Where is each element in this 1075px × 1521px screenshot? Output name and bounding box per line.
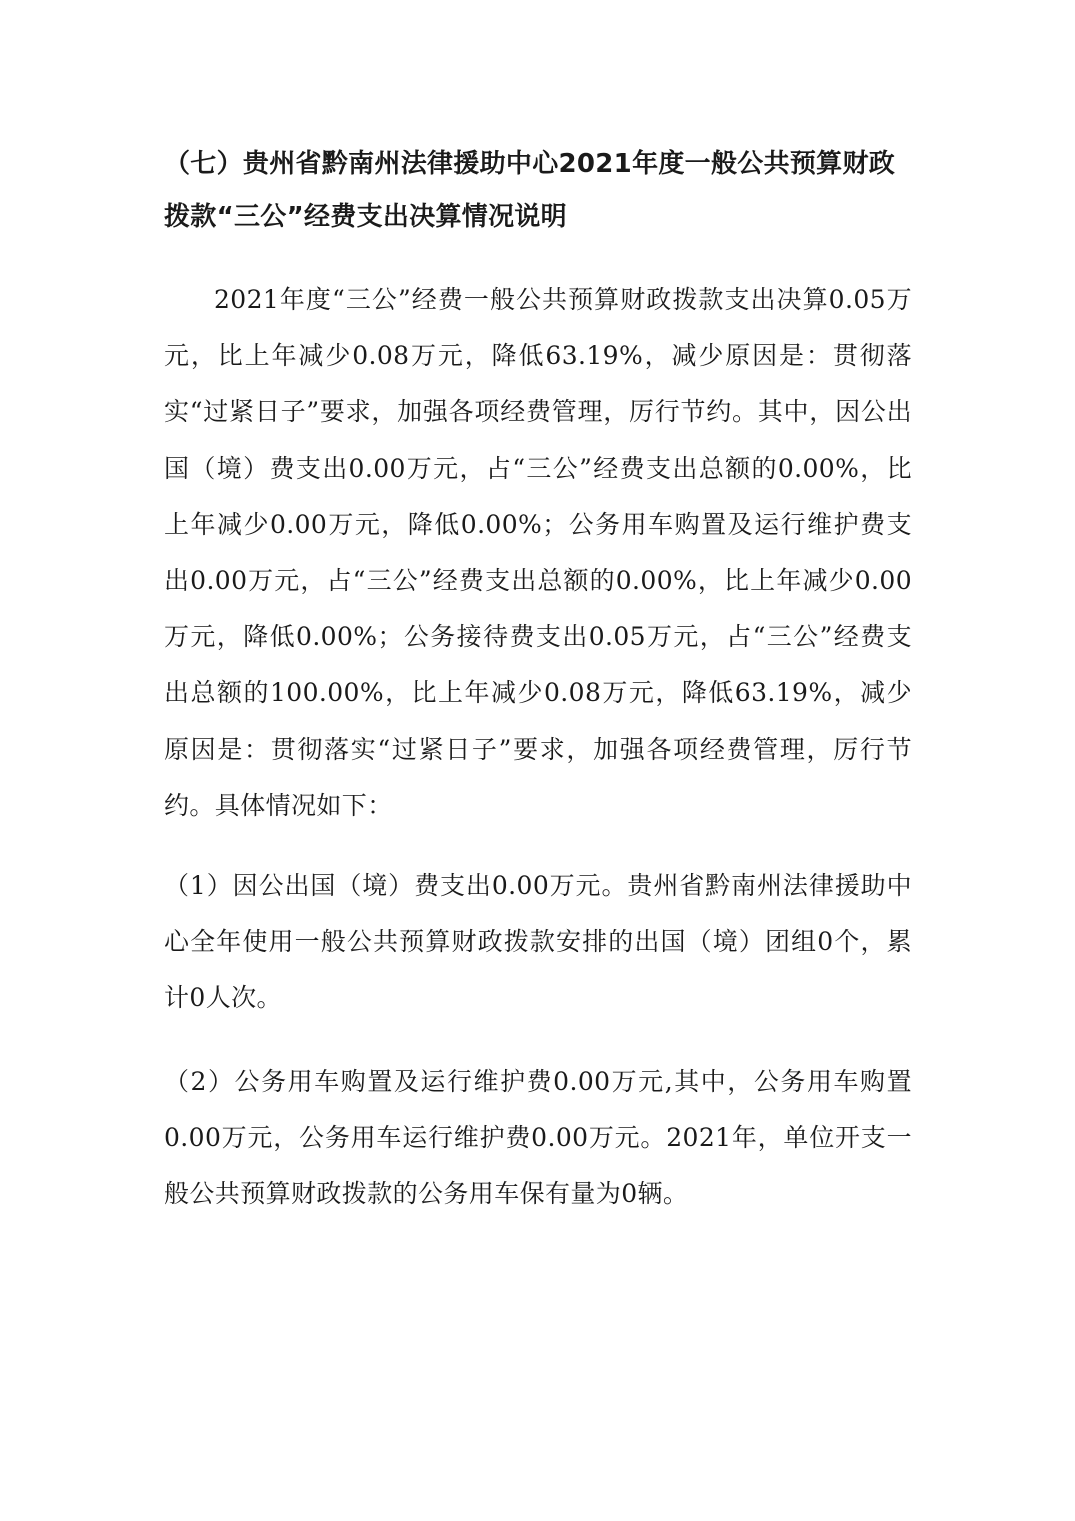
- official-vehicle-paragraph: （2）公务用车购置及运行维护费0.00万元,其中，公务用车购置0.00万元，公务用车运行维护费0.00万元。2021年，单位开支一般公共预算财政拨款的公务用车保有量为0辆。: [164, 1067, 912, 1209]
- overseas-travel-paragraph: （1）因公出国（境）费支出0.00万元。贵州省黔南州法律援助中心全年使用一般公共预算财政拨款安排的出国（境）团组0个，累计0人次。: [164, 871, 912, 1013]
- summary-paragraph: 2021年度“三公”经费一般公共预算财政拨款支出决算0.05万元，比上年减少0.08万元，降低63.19%，减少原因是：贯彻落实“过紧日子”要求，加强各项经费管理，厉行节约。其中，因公出国（境）费支出0.00万元，占“三公”经费支出总额的0.00%，比上年减少0.00万元，降低0.00%；公务用车购置及运行维护费支出0.00万元，占“三公”经费支出总额的0.00%，比上年减少0.00万元，降低0.00%；公务接待费支出0.05万元，占“三公”经费支出总额的100.00%，比上年减少0.08万元，降低63.19%，减少原因是：贯彻落实“过紧日子”要求，加强各项经费管理，厉行节约。具体情况如下：: [164, 285, 912, 820]
- section-heading: （七）贵州省黔南州法律援助中心2021年度一般公共预算财政拨款“三公”经费支出决算情况说明: [164, 149, 896, 232]
